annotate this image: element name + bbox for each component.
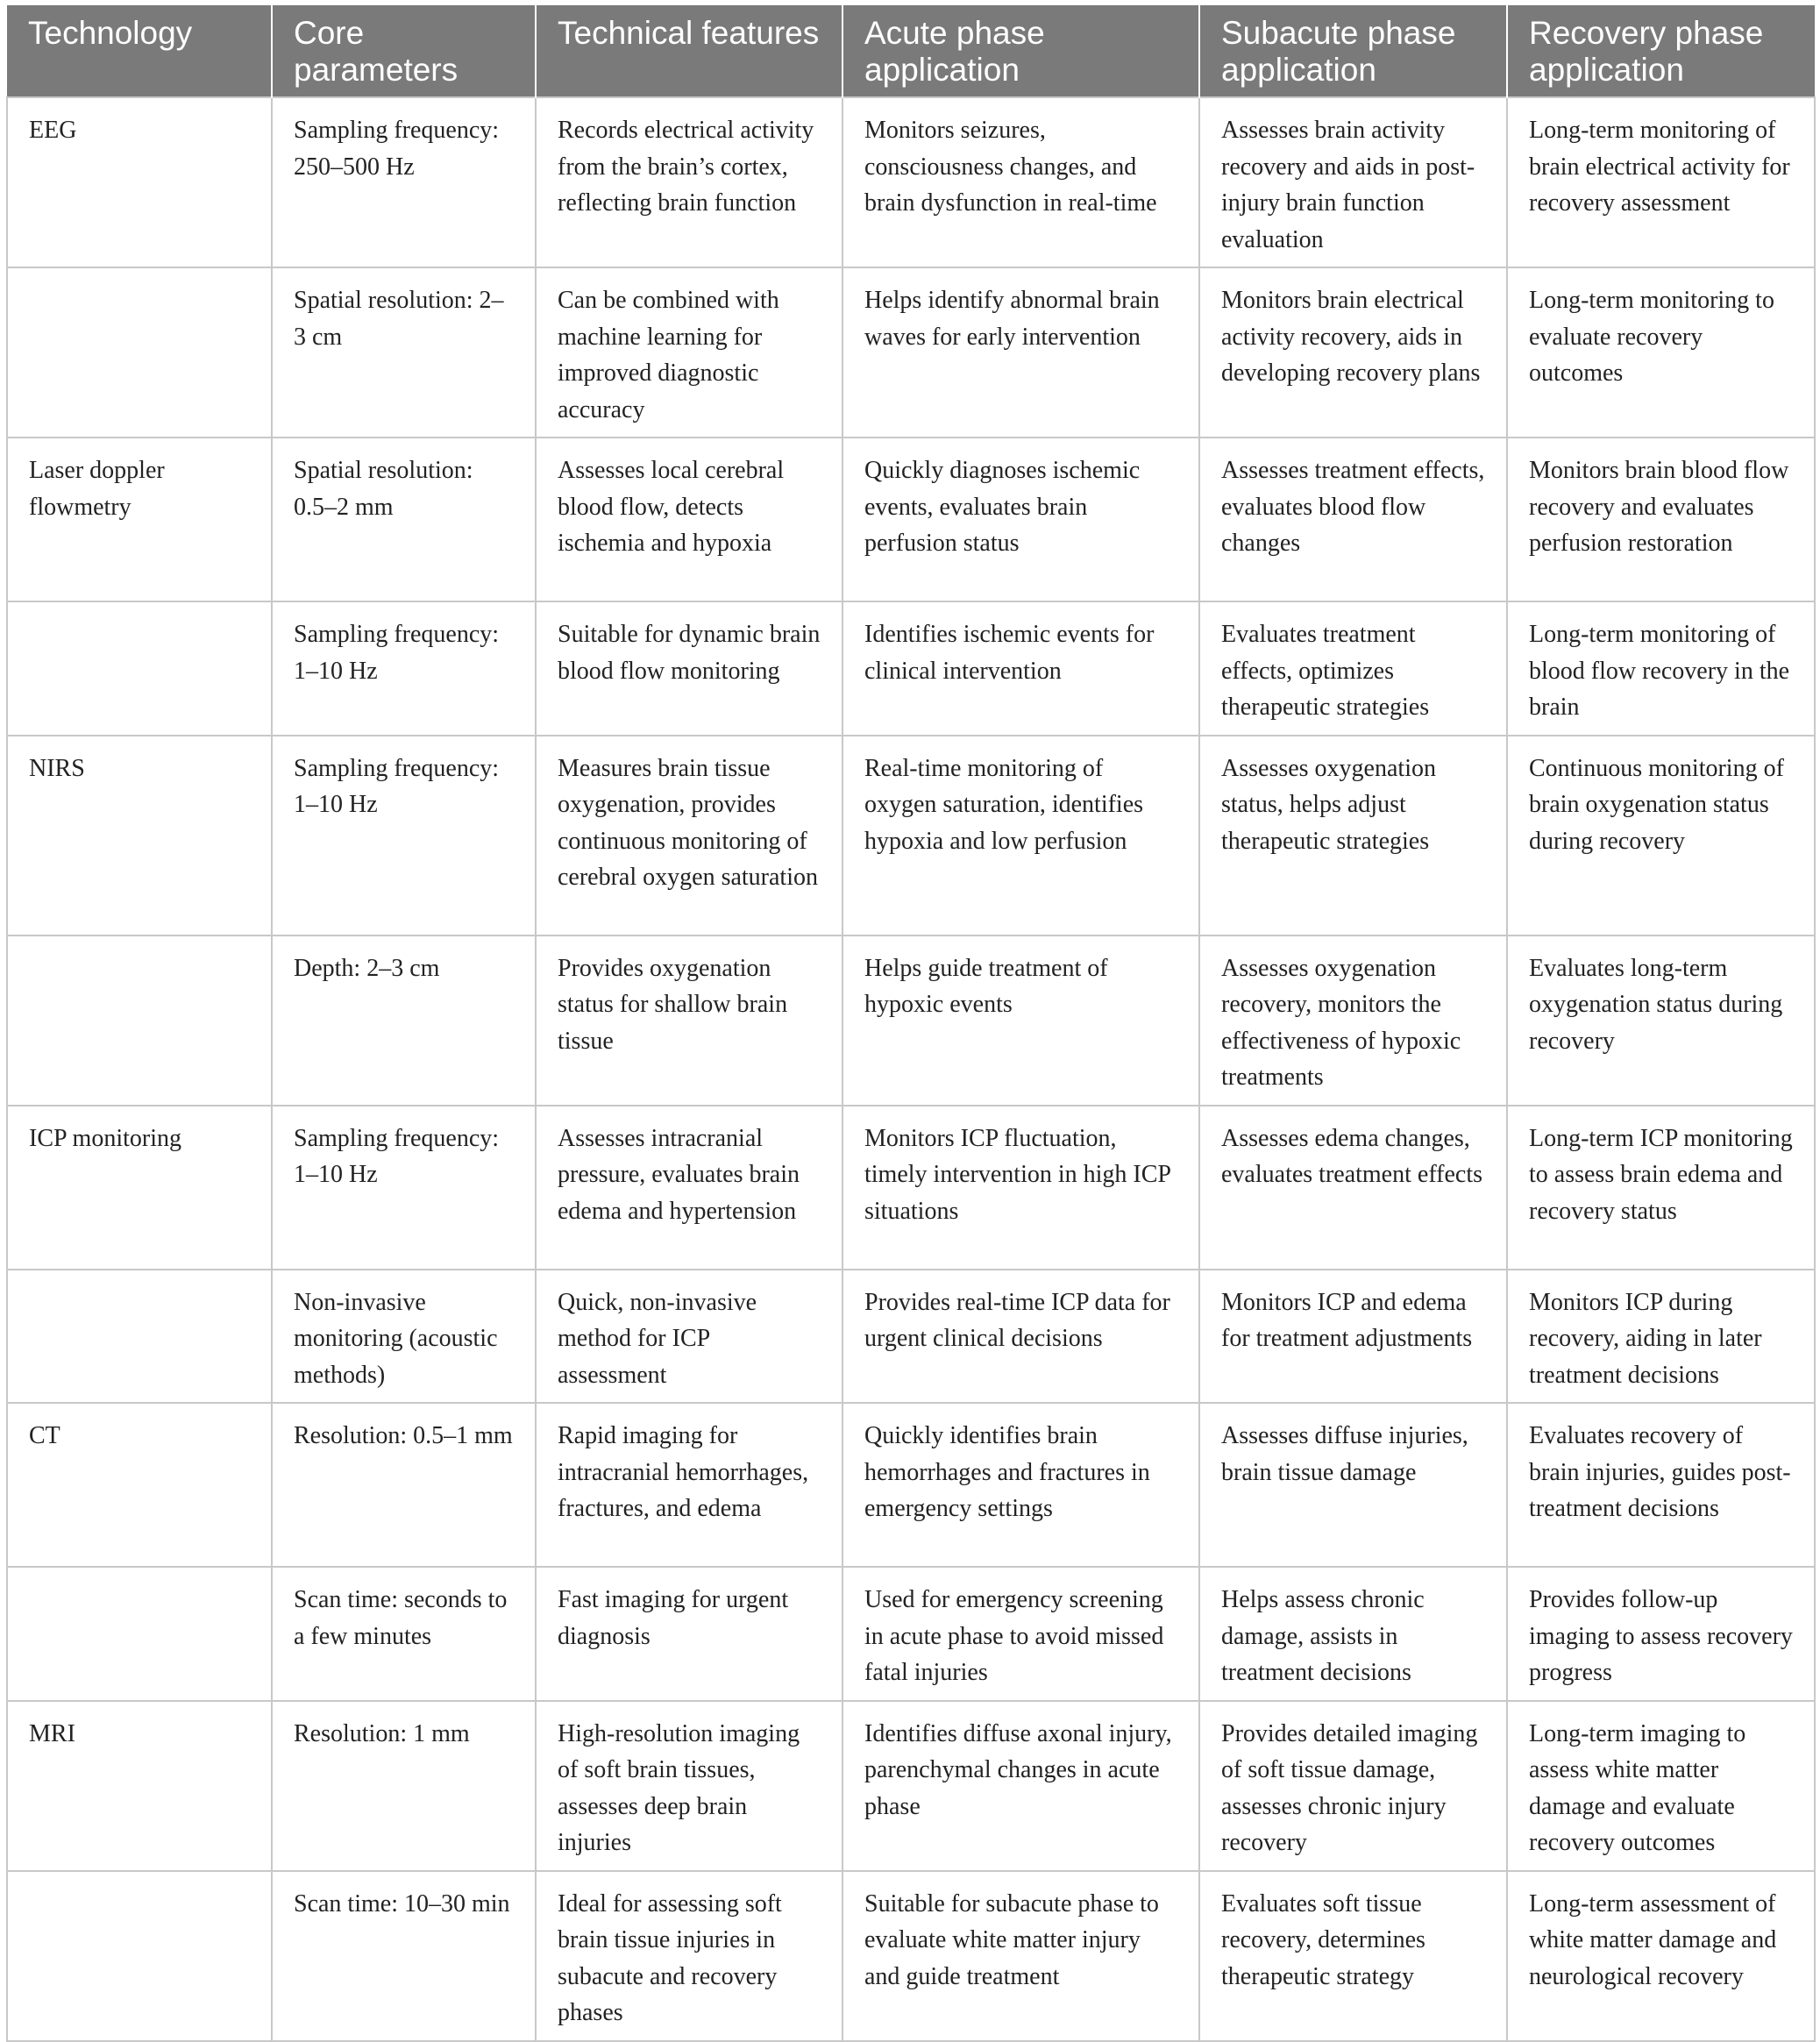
cell-subacute: Assesses treatment effects, evaluates blood flow changes — [1199, 438, 1507, 601]
technology-comparison-table — [6, 5, 1816, 2042]
cell-recovery: Continuous monitoring of brain oxygenation status during recovery — [1507, 736, 1815, 936]
cell-recovery: Evaluates long-term oxygenation status during recovery — [1507, 936, 1815, 1106]
comparison-table-container — [6, 5, 1814, 2042]
cell-parameter: Non-invasive monitoring (acoustic methods) — [272, 1270, 536, 1404]
header-row — [7, 5, 1815, 97]
table-body — [7, 97, 1815, 2041]
cell-features: Rapid imaging for intracranial hemorrhages, fractures, and edema — [536, 1403, 842, 1567]
cell-acute: Provides real-time ICP data for urgent clinical decisions — [842, 1270, 1199, 1404]
cell-recovery: Provides follow-up imaging to assess recovery progress — [1507, 1567, 1815, 1701]
cell-features: High-resolution imaging of soft brain tissues, assesses deep brain injuries — [536, 1701, 842, 1871]
table-row — [7, 1701, 1815, 1871]
cell-acute: Helps identify abnormal brain waves for early intervention — [842, 267, 1199, 438]
cell-recovery: Long-term assessment of white matter damage and neurological recovery — [1507, 1871, 1815, 2041]
cell-parameter: Spatial resolution: 2–3 cm — [272, 267, 536, 438]
cell-acute: Quickly identifies brain hemorrhages and fractures in emergency settings — [842, 1403, 1199, 1567]
header-subacute-phase: Subacute phase application — [1199, 5, 1507, 97]
table-row — [7, 601, 1815, 736]
table-row — [7, 1567, 1815, 1701]
table-row — [7, 267, 1815, 438]
table-header — [7, 5, 1815, 97]
cell-acute: Identifies ischemic events for clinical intervention — [842, 601, 1199, 736]
cell-technology — [7, 601, 272, 736]
cell-features: Provides oxygenation status for shallow brain tissue — [536, 936, 842, 1106]
cell-technology — [7, 936, 272, 1106]
cell-features: Quick, non-invasive method for ICP assessment — [536, 1270, 842, 1404]
table-row — [7, 438, 1815, 601]
cell-acute: Suitable for subacute phase to evaluate white matter injury and guide treatment — [842, 1871, 1199, 2041]
cell-technology — [7, 1567, 272, 1701]
cell-features: Suitable for dynamic brain blood flow monitoring — [536, 601, 842, 736]
table-row — [7, 1871, 1815, 2041]
cell-recovery: Long-term ICP monitoring to assess brain edema and recovery status — [1507, 1106, 1815, 1270]
cell-parameter: Resolution: 0.5–1 mm — [272, 1403, 536, 1567]
cell-subacute: Monitors brain electrical activity recovery, aids in developing recovery plans — [1199, 267, 1507, 438]
cell-subacute: Assesses diffuse injuries, brain tissue damage — [1199, 1403, 1507, 1567]
header-recovery-phase: Recovery phase application — [1507, 5, 1815, 97]
cell-technology — [7, 1871, 272, 2041]
cell-subacute: Evaluates treatment effects, optimizes therapeutic strategies — [1199, 601, 1507, 736]
cell-recovery: Long-term monitoring of blood flow recovery in the brain — [1507, 601, 1815, 736]
cell-parameter: Sampling frequency: 1–10 Hz — [272, 1106, 536, 1270]
cell-technology: EEG — [7, 97, 272, 267]
cell-technology — [7, 267, 272, 438]
cell-features: Fast imaging for urgent diagnosis — [536, 1567, 842, 1701]
cell-technology: ICP monitoring — [7, 1106, 272, 1270]
cell-subacute: Assesses brain activity recovery and aids in post-injury brain function evaluation — [1199, 97, 1507, 267]
cell-acute: Monitors seizures, consciousness changes, and brain dysfunction in real-time — [842, 97, 1199, 267]
cell-parameter: Sampling frequency: 1–10 Hz — [272, 736, 536, 936]
cell-technology: MRI — [7, 1701, 272, 1871]
cell-acute: Identifies diffuse axonal injury, parenchymal changes in acute phase — [842, 1701, 1199, 1871]
cell-technology: NIRS — [7, 736, 272, 936]
cell-parameter: Spatial resolution: 0.5–2 mm — [272, 438, 536, 601]
cell-recovery: Long-term monitoring of brain electrical activity for recovery assessment — [1507, 97, 1815, 267]
cell-subacute: Assesses oxygenation recovery, monitors the effectiveness of hypoxic treatments — [1199, 936, 1507, 1106]
cell-recovery: Monitors ICP during recovery, aiding in later treatment decisions — [1507, 1270, 1815, 1404]
cell-parameter: Scan time: seconds to a few minutes — [272, 1567, 536, 1701]
cell-acute: Used for emergency screening in acute phase to avoid missed fatal injuries — [842, 1567, 1199, 1701]
cell-parameter: Scan time: 10–30 min — [272, 1871, 536, 2041]
cell-acute: Monitors ICP fluctuation, timely intervention in high ICP situations — [842, 1106, 1199, 1270]
cell-subacute: Evaluates soft tissue recovery, determines therapeutic strategy — [1199, 1871, 1507, 2041]
cell-technology: CT — [7, 1403, 272, 1567]
cell-features: Assesses local cerebral blood flow, detects ischemia and hypoxia — [536, 438, 842, 601]
cell-recovery: Evaluates recovery of brain injuries, guides post-treatment decisions — [1507, 1403, 1815, 1567]
cell-subacute: Provides detailed imaging of soft tissue damage, assesses chronic injury recovery — [1199, 1701, 1507, 1871]
cell-recovery: Long-term monitoring to evaluate recovery outcomes — [1507, 267, 1815, 438]
cell-features: Can be combined with machine learning for improved diagnostic accuracy — [536, 267, 842, 438]
cell-acute: Real-time monitoring of oxygen saturation, identifies hypoxia and low perfusion — [842, 736, 1199, 936]
header-technical-features: Technical features — [536, 5, 842, 97]
header-core-parameters: Core parameters — [272, 5, 536, 97]
cell-parameter: Depth: 2–3 cm — [272, 936, 536, 1106]
cell-recovery: Monitors brain blood flow recovery and evaluates perfusion restoration — [1507, 438, 1815, 601]
table-row — [7, 1403, 1815, 1567]
cell-parameter: Sampling frequency: 250–500 Hz — [272, 97, 536, 267]
cell-subacute: Helps assess chronic damage, assists in treatment decisions — [1199, 1567, 1507, 1701]
cell-features: Measures brain tissue oxygenation, provides continuous monitoring of cerebral oxygen saturation — [536, 736, 842, 936]
cell-features: Ideal for assessing soft brain tissue injuries in subacute and recovery phases — [536, 1871, 842, 2041]
cell-features: Assesses intracranial pressure, evaluates brain edema and hypertension — [536, 1106, 842, 1270]
table-row — [7, 736, 1815, 936]
cell-technology: Laser doppler flowmetry — [7, 438, 272, 601]
header-technology: Technology — [7, 5, 272, 97]
table-row — [7, 1270, 1815, 1404]
cell-acute: Helps guide treatment of hypoxic events — [842, 936, 1199, 1106]
table-row — [7, 936, 1815, 1106]
cell-subacute: Assesses edema changes, evaluates treatment effects — [1199, 1106, 1507, 1270]
cell-recovery: Long-term imaging to assess white matter damage and evaluate recovery outcomes — [1507, 1701, 1815, 1871]
cell-features: Records electrical activity from the brain’s cortex, reflecting brain function — [536, 97, 842, 267]
cell-subacute: Monitors ICP and edema for treatment adjustments — [1199, 1270, 1507, 1404]
header-acute-phase: Acute phase application — [842, 5, 1199, 97]
table-row — [7, 1106, 1815, 1270]
cell-acute: Quickly diagnoses ischemic events, evaluates brain perfusion status — [842, 438, 1199, 601]
cell-parameter: Sampling frequency: 1–10 Hz — [272, 601, 536, 736]
cell-parameter: Resolution: 1 mm — [272, 1701, 536, 1871]
cell-subacute: Assesses oxygenation status, helps adjust therapeutic strategies — [1199, 736, 1507, 936]
cell-technology — [7, 1270, 272, 1404]
table-row — [7, 97, 1815, 267]
